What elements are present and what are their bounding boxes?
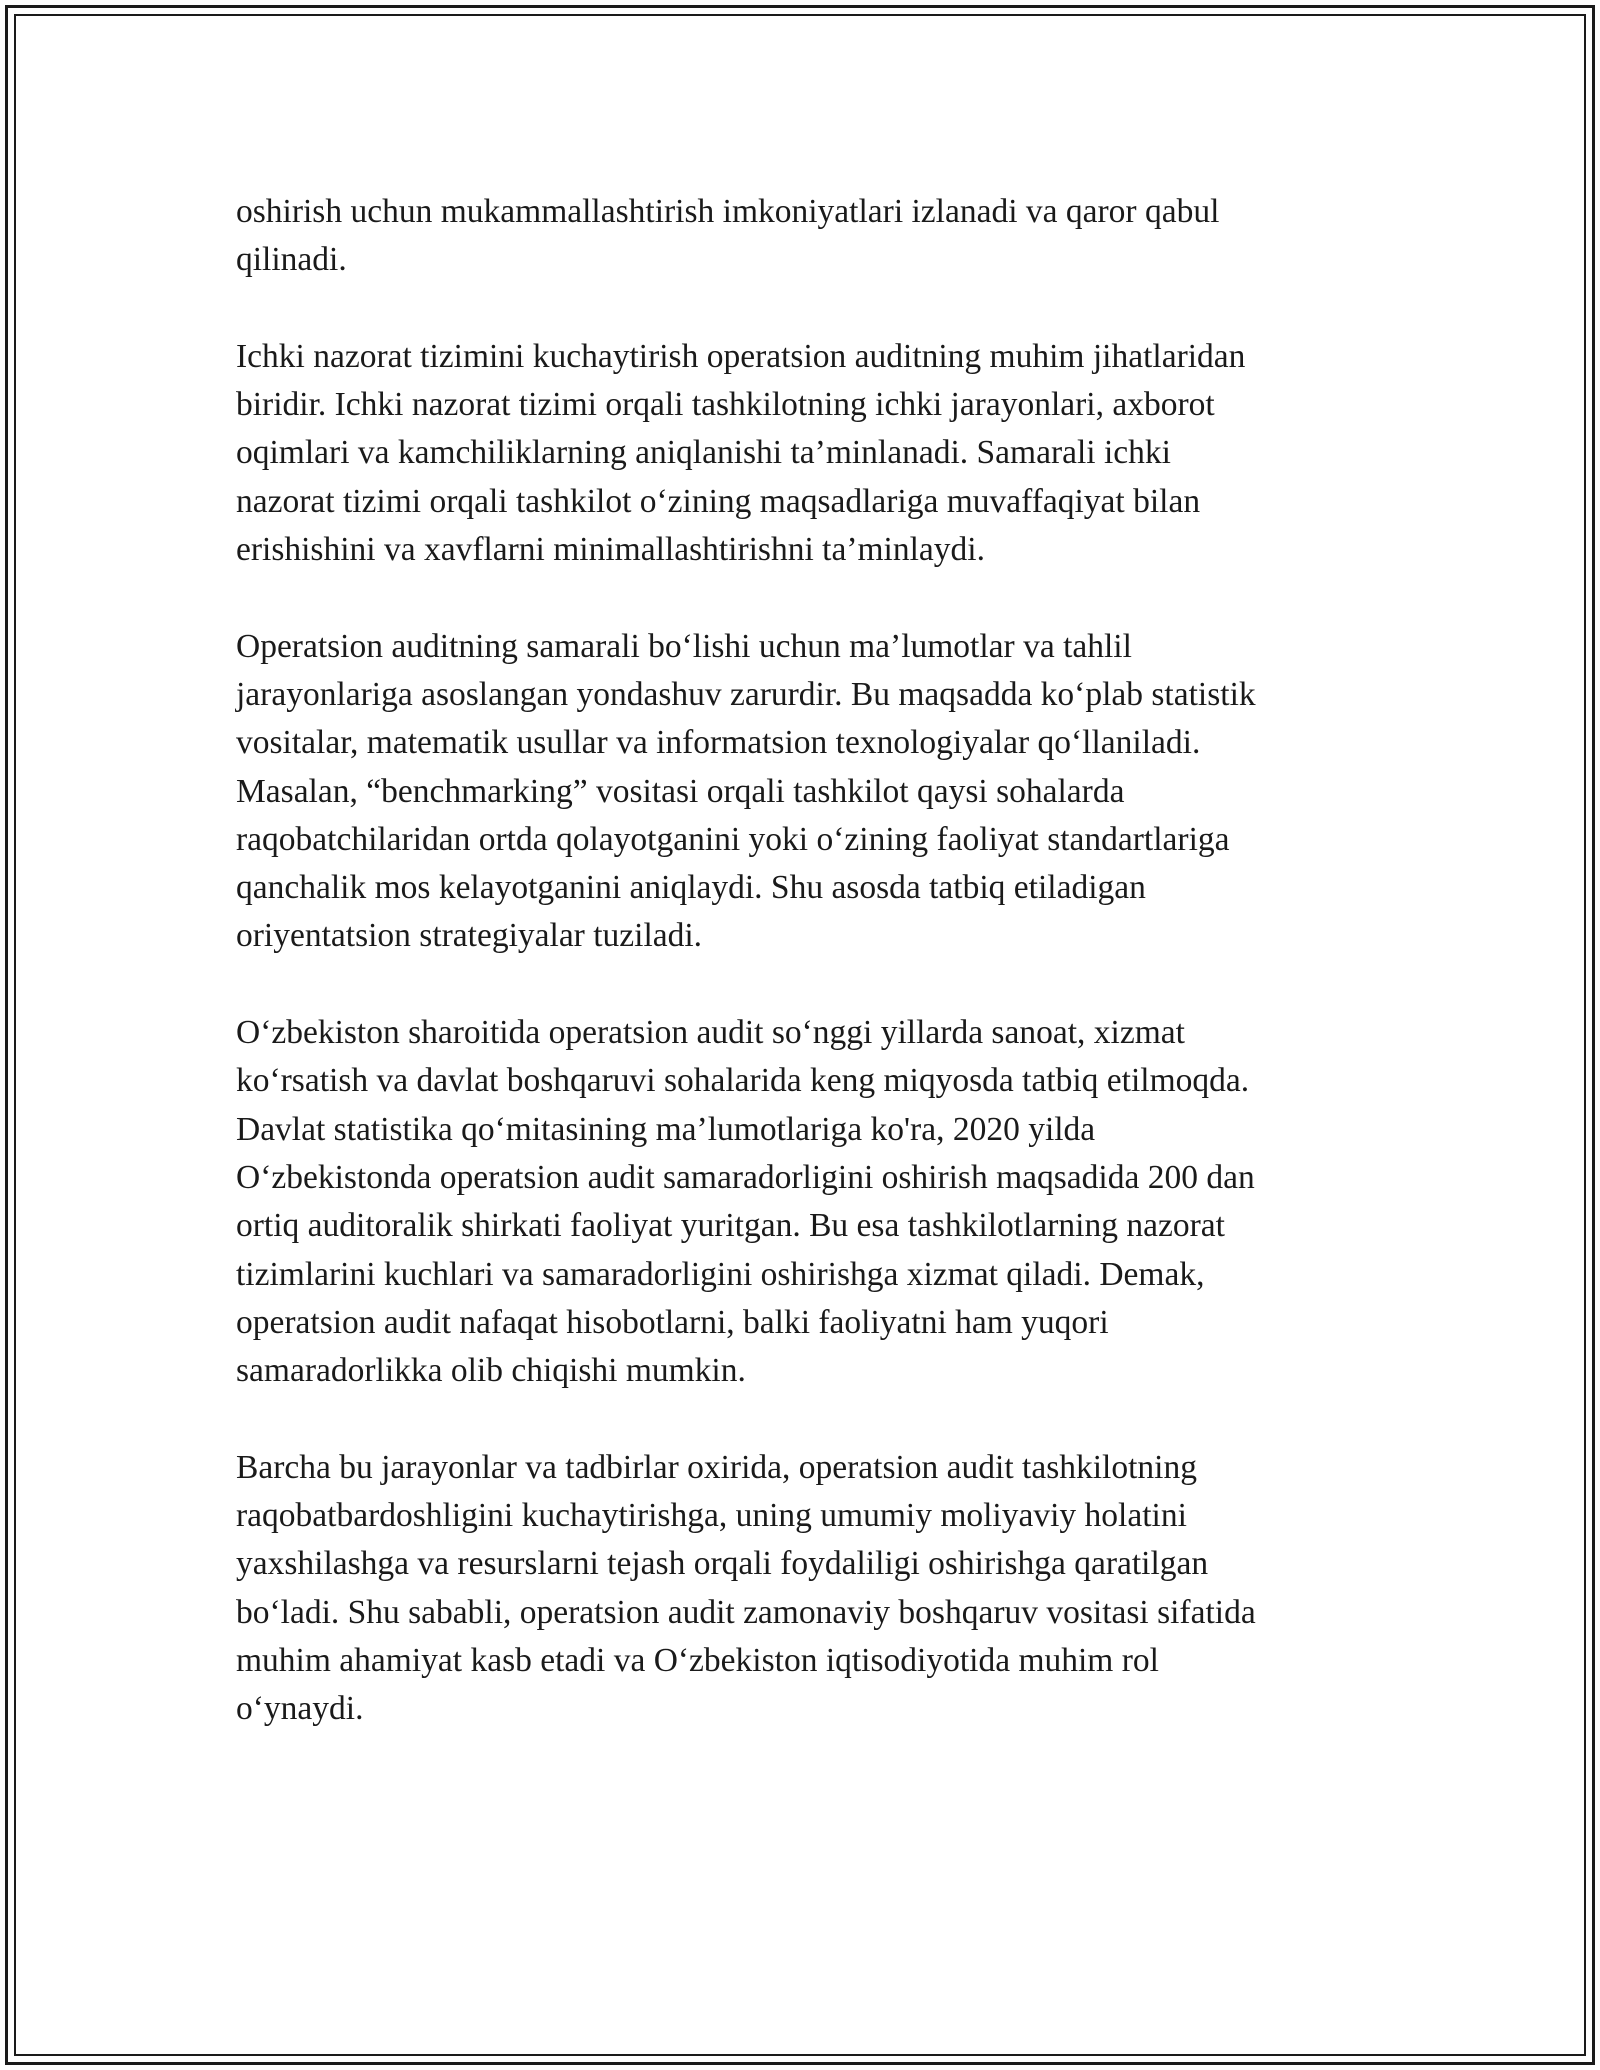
paragraph-2 <box>236 333 1366 574</box>
text-line: Operatsion auditning samarali bo‘lishi uchun ma’lumotlar va tahlil <box>236 627 1132 665</box>
text-line: yaxshilashga va resurslarni tejash orqali foydaliligi oshirishga qaratilgan <box>236 1545 1209 1583</box>
paragraph-3 <box>236 623 1366 961</box>
text-line: O‘zbekistonda operatsion audit samaradorligini oshirish maqsadida 200 dan <box>236 1158 1255 1196</box>
text-line: samaradorlikka olib chiqishi mumkin. <box>236 1352 746 1390</box>
text-line: raqobatbardoshligini kuchaytirishga, uning umumiy moliyaviy holatini <box>236 1497 1187 1535</box>
paragraph-5 <box>236 1444 1366 1734</box>
text-line: bo‘ladi. Shu sababli, operatsion audit zamonaviy boshqaruv vositasi sifatida <box>236 1593 1256 1631</box>
text-line: ortiq auditoralik shirkati faoliyat yuritgan. Bu esa tashkilotlarning nazorat <box>236 1207 1225 1245</box>
text-line: Barcha bu jarayonlar va tadbirlar oxirida, operatsion audit tashkilotning <box>236 1448 1197 1486</box>
text-line: o‘ynaydi. <box>236 1690 364 1728</box>
text-line: erishishini va xavflarni minimallashtirishni ta’minlaydi. <box>236 531 985 569</box>
text-line: nazorat tizimi orqali tashkilot o‘zining maqsadlariga muvaffaqiyat bilan <box>236 482 1201 520</box>
text-line: tizimlarini kuchlari va samaradorligini oshirishga xizmat qiladi. Demak, <box>236 1255 1205 1293</box>
text-line: Ichki nazorat tizimini kuchaytirish operatsion auditning muhim jihatlaridan <box>236 337 1246 375</box>
paragraph-1 <box>236 188 1366 285</box>
text-line: oshirish uchun mukammallashtirish imkoniyatlari izlanadi va qaror qabul <box>236 193 1220 230</box>
text-line: muhim ahamiyat kasb etadi va O‘zbekiston iqtisodiyotida muhim rol <box>236 1641 1159 1679</box>
text-line: raqobatchilaridan ortda qolayotganini yoki o‘zining faoliyat standartlariga <box>236 820 1230 858</box>
text-line: qilinadi. <box>236 241 347 279</box>
text-line: O‘zbekiston sharoitida operatsion audit so‘nggi yillarda sanoat, xizmat <box>236 1014 1185 1052</box>
document-body <box>236 188 1366 1782</box>
text-line: ko‘rsatish va davlat boshqaruvi sohalarida keng miqyosda tatbiq etilmoqda. <box>236 1062 1250 1100</box>
text-line: Davlat statistika qo‘mitasining ma’lumotlariga ko'ra, 2020 yilda <box>236 1110 1096 1148</box>
text-line: qanchalik mos kelayotganini aniqlaydi. Shu asosda tatbiq etiladigan <box>236 869 1146 907</box>
text-line: oriyentatsion strategiyalar tuziladi. <box>236 917 703 955</box>
text-line: jarayonlariga asoslangan yondashuv zarurdir. Bu maqsadda ko‘plab statistik <box>236 675 1256 713</box>
text-line: operatsion audit nafaqat hisobotlarni, balki faoliyatni ham yuqori <box>236 1303 1109 1341</box>
text-line: biridir. Ichki nazorat tizimi orqali tashkilotning ichki jarayonlari, axborot <box>236 386 1215 424</box>
text-line: vositalar, matematik usullar va informatsion texnologiyalar qo‘llaniladi. <box>236 724 1201 762</box>
text-line: oqimlari va kamchiliklarning aniqlanishi ta’minlanadi. Samarali ichki <box>236 434 1171 472</box>
paragraph-4 <box>236 1009 1366 1395</box>
text-line: Masalan, “benchmarking” vositasi orqali tashkilot qaysi sohalarda <box>236 772 1125 810</box>
